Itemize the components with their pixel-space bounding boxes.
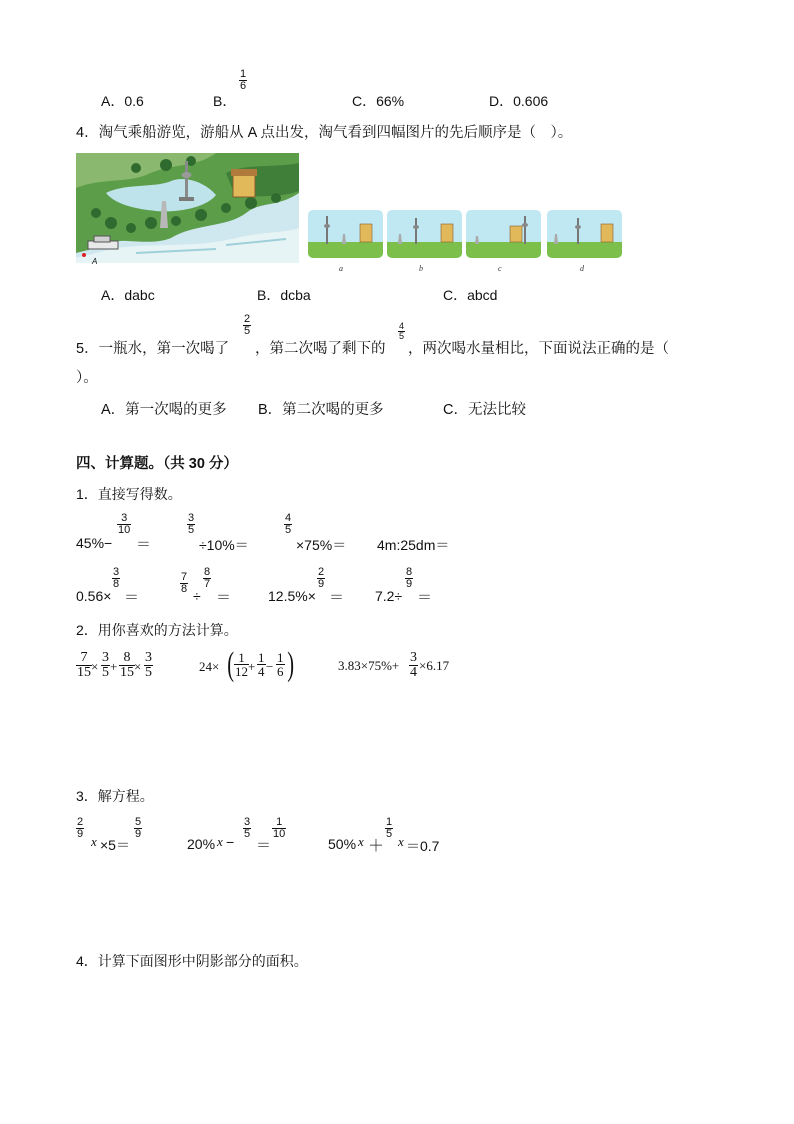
calc-1-8-fraction: $\frac{8}{9}$ — [406, 566, 413, 590]
calc-1-3-fraction: $\frac{4}{5}$ — [285, 512, 292, 536]
part1-title: 1．直接写得数。 — [76, 486, 182, 502]
q3-option-d: D．0.606 — [489, 93, 549, 109]
thumb-label-c: c — [498, 264, 502, 273]
calc-1-5-left: 0.56× — [76, 588, 112, 604]
calc-1-6-divide: ÷ — [193, 588, 201, 604]
lake-map-illustration — [76, 153, 299, 263]
q3-option-b-label: B． — [213, 93, 237, 109]
calc-1-8-left: 7.2÷ — [375, 588, 403, 604]
view-thumbnail-c — [466, 210, 541, 258]
q4-option-a: A．dabc — [101, 287, 155, 303]
q4-stem: 4．淘气乘船游览，游船从 A 点出发，淘气看到四幅图片的先后顺序是（ ）。 — [76, 125, 573, 141]
calc-1-2-fraction: $\frac{3}{5}$ — [188, 512, 195, 536]
q5-stem-line2: ）。 — [76, 370, 98, 386]
q5-option-b: B．第二次喝的更多 — [258, 402, 384, 418]
calc-2-3-expression: 3.83×75%+ $\frac{3}{4}$ ×6.17 — [338, 650, 450, 680]
calc-1-4: 4m:25dm＝ — [377, 537, 450, 553]
thumb-label-d: d — [580, 264, 584, 273]
view-thumbnail-a — [308, 210, 383, 258]
q5-stem-part1: 5．一瓶水，第一次喝了 — [76, 341, 230, 357]
q3-option-b-numerator: 1 — [240, 68, 247, 80]
calc-1-1-fraction: $\frac{3}{10}$ — [118, 512, 131, 536]
calc-1-1-left: 45%− — [76, 535, 113, 551]
part2-title: 2．用你喜欢的方法计算。 — [76, 622, 238, 638]
calc-1-7-fraction: $\frac{2}{9}$ — [318, 566, 325, 590]
equation-2: 20% x − $\frac{3}{5}$ ＝ $\frac{1}{10}$ — [187, 816, 286, 854]
calc-1-7-equals: ＝ — [329, 589, 345, 606]
calc-1-6-equals: ＝ — [216, 589, 232, 606]
part4-title: 4．计算下面图形中阴影部分的面积。 — [76, 953, 308, 969]
q3-option-c: C．66% — [352, 93, 405, 109]
q3-option-b-denominator: 6 — [240, 80, 247, 92]
q5-stem-part2: ，第二次喝了剩下的 — [255, 341, 386, 357]
calc-1-2-right: ÷10%＝ — [199, 537, 249, 553]
calc-1-5-equals: ＝ — [124, 589, 140, 606]
thumb-label-a: a — [339, 264, 343, 273]
calc-1-3-right: ×75%＝ — [296, 537, 347, 553]
q3-option-a: A．0.6 — [101, 93, 144, 109]
q4-option-c: C．abcd — [443, 287, 498, 303]
q5-stem-part3: ，两次喝水量相比，下面说法正确的是（ — [408, 341, 669, 357]
calc-1-5-fraction: $\frac{3}{8}$ — [113, 566, 120, 590]
section-title: 四、计算题。（共 30 分） — [76, 456, 238, 472]
calc-2-2-expression: 24× ( $\frac{1}{12}$ + $\frac{1}{4}$ − $\frac{1}{6}$ ) — [199, 646, 295, 683]
map-point-a-label: A — [92, 257, 98, 266]
calc-1-6-fraction-1: $\frac{7}{8}$ — [181, 571, 188, 595]
view-thumbnail-b — [387, 210, 462, 258]
q5-fraction-second: $\frac{4}{5}$ — [399, 321, 405, 341]
calc-1-8-equals: ＝ — [417, 589, 433, 606]
q3-option-b-fraction — [239, 69, 247, 92]
calc-1-1-equals: ＝ — [136, 536, 152, 553]
calc-2-1-expression: $\frac{7}{15}$ × $\frac{3}{5}$ + $\frac{8}{15}$ × $\frac{3}{5}$ — [77, 650, 152, 680]
calc-1-6-fraction-2: $\frac{8}{7}$ — [204, 566, 211, 590]
q4-option-b: B．dcba — [257, 287, 311, 303]
part3-title: 3．解方程。 — [76, 788, 154, 804]
view-thumbnail-d — [547, 210, 622, 258]
equation-1: $\frac{2}{9}$ x ×5＝ $\frac{5}{9}$ — [77, 816, 142, 853]
calc-1-7-left: 12.5%× — [268, 588, 316, 604]
thumb-label-b: b — [419, 264, 423, 273]
equation-3: 50% x ＋ $\frac{1}{5}$ x ＝0.7 — [328, 816, 440, 855]
q5-fraction-first: $\frac{2}{5}$ — [244, 313, 251, 337]
q5-option-a: A．第一次喝的更多 — [101, 402, 227, 418]
q5-option-c: C．无法比较 — [443, 402, 526, 418]
